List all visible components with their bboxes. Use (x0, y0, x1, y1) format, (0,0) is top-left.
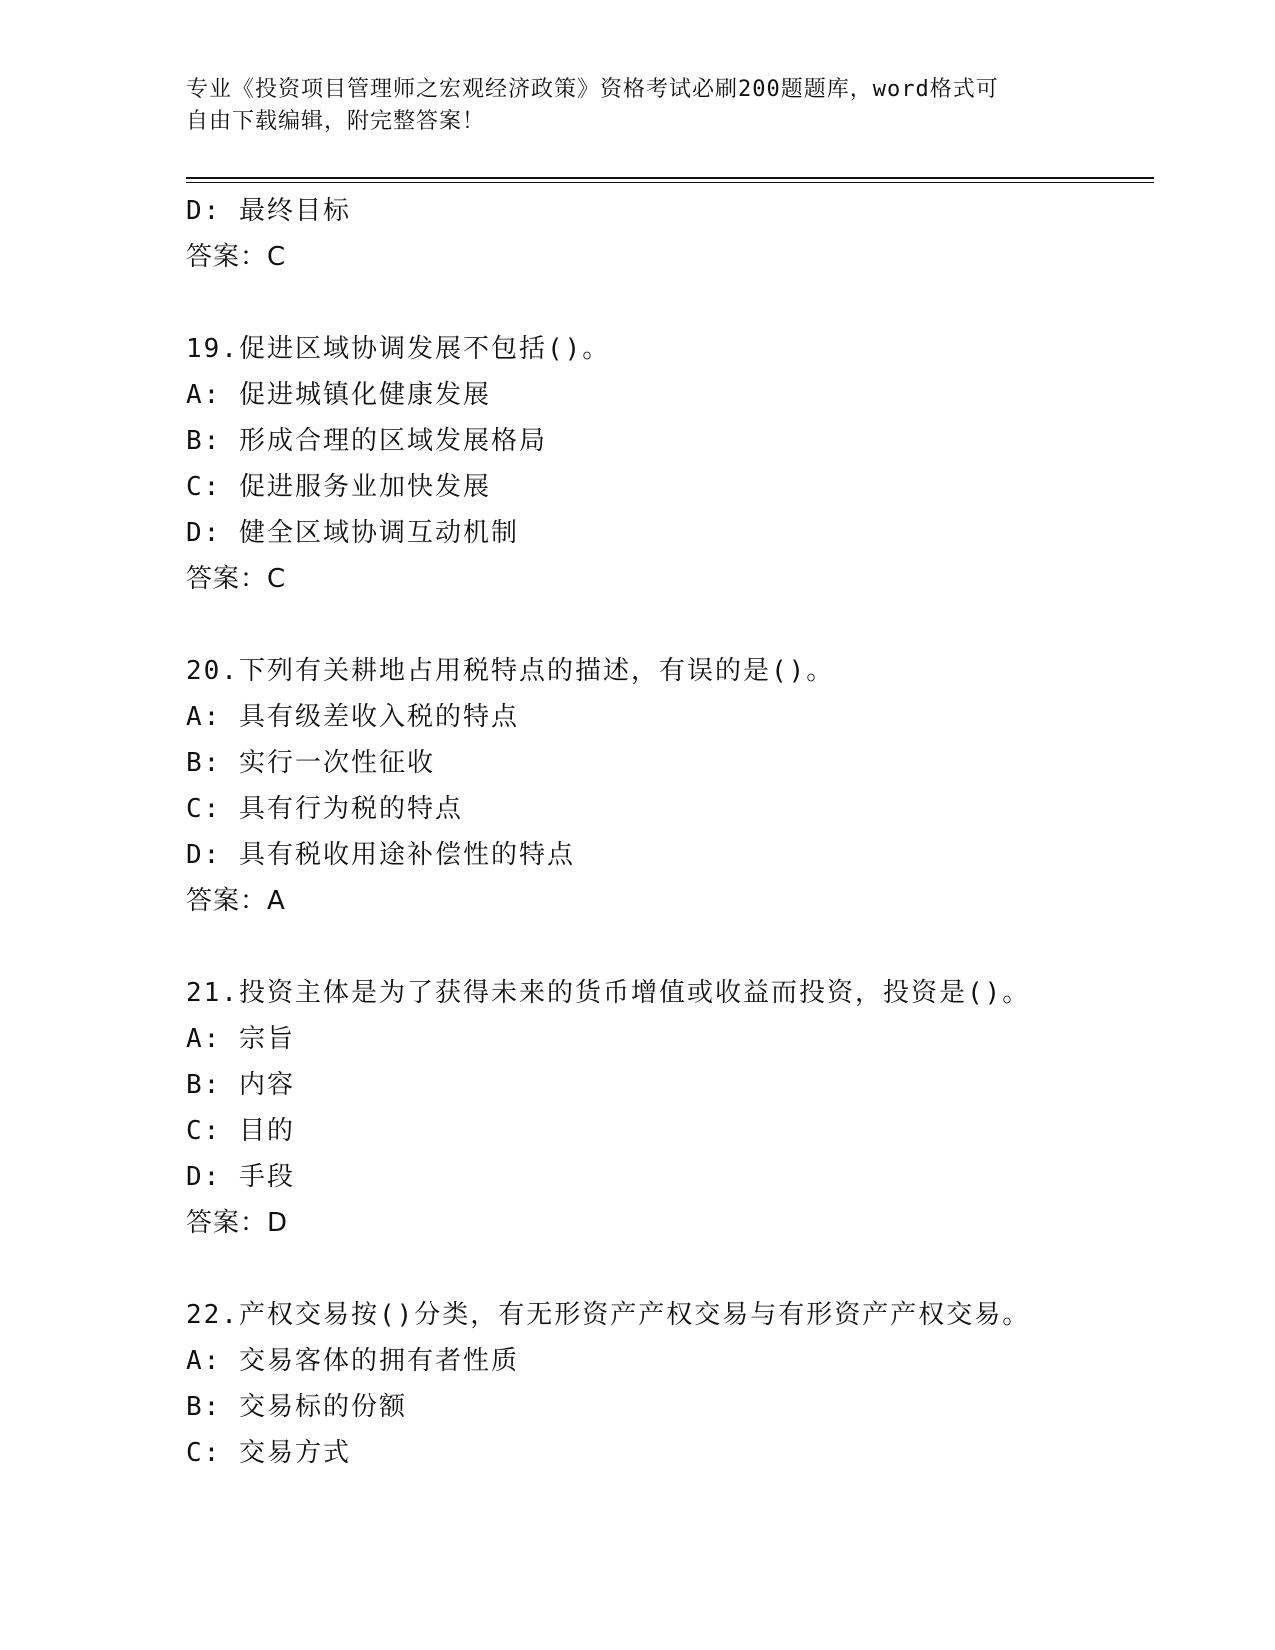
question-stem: 21.投资主体是为了获得未来的货币增值或收益而投资，投资是()。 (186, 978, 1031, 1008)
question-stem: 22.产权交易按()分类，有无形资产产权交易与有形资产产权交易。 (186, 1300, 1031, 1330)
document-header (186, 74, 1066, 138)
question-18-tail (186, 188, 1154, 280)
option-c: C: 促进服务业加快发展 (186, 472, 491, 502)
answer-line: 答案：C (186, 564, 287, 594)
option-b: B: 实行一次性征收 (186, 748, 435, 778)
answer-line: 答案：A (186, 886, 286, 916)
option-c: C: 具有行为税的特点 (186, 794, 463, 824)
option-c: C: 目的 (186, 1116, 295, 1146)
question-19 (186, 326, 1154, 602)
option-a: A: 具有级差收入税的特点 (186, 702, 519, 732)
option-c: C: 交易方式 (186, 1438, 351, 1468)
spacer (186, 1246, 1154, 1292)
question-22 (186, 1292, 1154, 1476)
header-divider (186, 177, 1154, 183)
question-list (186, 188, 1154, 1476)
spacer (186, 280, 1154, 326)
question-stem: 20.下列有关耕地占用税特点的描述，有误的是()。 (186, 656, 835, 686)
answer-line: 答案：C (186, 242, 287, 272)
option-a: A: 促进城镇化健康发展 (186, 380, 491, 410)
option-b: B: 形成合理的区域发展格局 (186, 426, 547, 456)
option-d: D: 手段 (186, 1162, 295, 1192)
header-title-line-2: 自由下载编辑，附完整答案！ (186, 109, 486, 134)
option-a: A: 交易客体的拥有者性质 (186, 1346, 519, 1376)
option-b: B: 交易标的份额 (186, 1392, 407, 1422)
spacer (186, 602, 1154, 648)
header-title-line-1: 专业《投资项目管理师之宏观经济政策》资格考试必刷200题题库，word格式可 (186, 77, 999, 102)
option-d: D: 具有税收用途补偿性的特点 (186, 840, 575, 870)
option-d: D: 最终目标 (186, 196, 351, 226)
option-b: B: 内容 (186, 1070, 295, 1100)
option-a: A: 宗旨 (186, 1024, 295, 1054)
question-21 (186, 970, 1154, 1246)
question-stem: 19.促进区域协调发展不包括()。 (186, 334, 611, 364)
question-20 (186, 648, 1154, 924)
option-d: D: 健全区域协调互动机制 (186, 518, 519, 548)
spacer (186, 924, 1154, 970)
answer-line: 答案：D (186, 1208, 289, 1238)
